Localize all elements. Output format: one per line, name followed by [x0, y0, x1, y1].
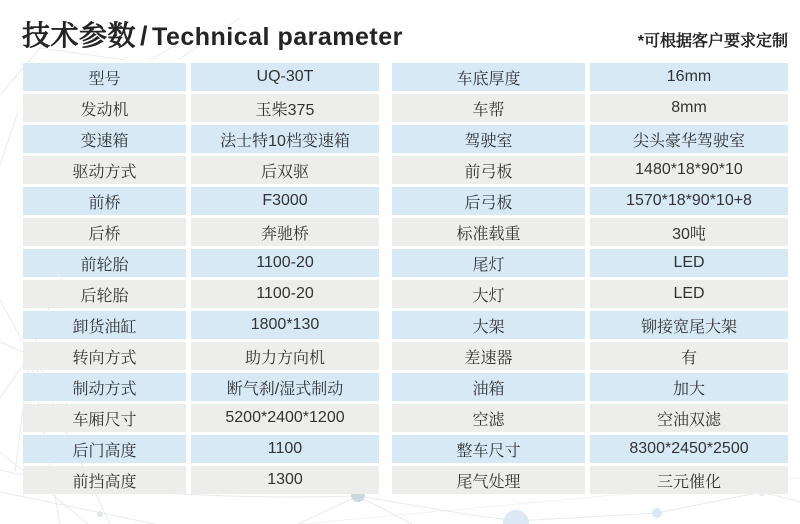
param-value: 三元催化 — [590, 466, 788, 494]
param-value: 玉柴375 — [191, 94, 379, 122]
param-value: 16mm — [590, 63, 788, 91]
table-row — [23, 280, 379, 308]
header — [22, 14, 788, 54]
param-value: 法士特10档变速箱 — [191, 125, 379, 153]
param-label: 大架 — [392, 311, 585, 339]
table-row — [392, 373, 788, 401]
param-label: 车底厚度 — [392, 63, 585, 91]
param-label: 差速器 — [392, 342, 585, 370]
param-label: 后门高度 — [23, 435, 186, 463]
param-value: 1480*18*90*10 — [590, 156, 788, 184]
param-label: 大灯 — [392, 280, 585, 308]
param-label: 转向方式 — [23, 342, 186, 370]
param-label: 前挡高度 — [23, 466, 186, 494]
param-label: 变速箱 — [23, 125, 186, 153]
param-value: 加大 — [590, 373, 788, 401]
title-separator: / — [140, 21, 149, 51]
param-label: 驱动方式 — [23, 156, 186, 184]
table-row — [23, 342, 379, 370]
param-label: 驾驶室 — [392, 125, 585, 153]
table-row — [392, 280, 788, 308]
page-title — [22, 14, 403, 54]
table-row — [23, 404, 379, 432]
table-row — [23, 435, 379, 463]
parameter-tables — [23, 63, 788, 494]
table-row — [23, 94, 379, 122]
param-label: 尾灯 — [392, 249, 585, 277]
table-row — [392, 404, 788, 432]
customization-note: *可根据客户要求定制 — [637, 33, 788, 50]
table-row — [23, 311, 379, 339]
param-label: 空滤 — [392, 404, 585, 432]
param-value: 1570*18*90*10+8 — [590, 187, 788, 215]
param-label: 前轮胎 — [23, 249, 186, 277]
spec-table-left — [23, 63, 379, 494]
table-row — [392, 249, 788, 277]
param-value: 空油双滤 — [590, 404, 788, 432]
param-value: 1300 — [191, 466, 379, 494]
table-row — [23, 218, 379, 246]
param-label: 尾气处理 — [392, 466, 585, 494]
table-row — [23, 125, 379, 153]
param-value: 后双驱 — [191, 156, 379, 184]
param-label: 整车尺寸 — [392, 435, 585, 463]
table-row — [392, 466, 788, 494]
param-label: 前桥 — [23, 187, 186, 215]
title-chinese: 技术参数 — [22, 20, 137, 51]
param-label: 前弓板 — [392, 156, 585, 184]
table-row — [392, 63, 788, 91]
param-value: 8300*2450*2500 — [590, 435, 788, 463]
table-row — [392, 311, 788, 339]
param-value: 30吨 — [590, 218, 788, 246]
param-value: 有 — [590, 342, 788, 370]
param-label: 制动方式 — [23, 373, 186, 401]
param-value: 尖头豪华驾驶室 — [590, 125, 788, 153]
table-row — [392, 187, 788, 215]
table-row — [23, 249, 379, 277]
param-label: 后弓板 — [392, 187, 585, 215]
param-value: 1100-20 — [191, 280, 379, 308]
param-value: UQ-30T — [191, 63, 379, 91]
table-row — [392, 125, 788, 153]
param-label: 车厢尺寸 — [23, 404, 186, 432]
param-value: 5200*2400*1200 — [191, 404, 379, 432]
param-label: 后轮胎 — [23, 280, 186, 308]
param-label: 油箱 — [392, 373, 585, 401]
param-value: 助力方向机 — [191, 342, 379, 370]
table-row — [392, 218, 788, 246]
param-value: 1800*130 — [191, 311, 379, 339]
table-row — [392, 156, 788, 184]
table-row — [392, 342, 788, 370]
param-value: LED — [590, 280, 788, 308]
title-english: Technical parameter — [152, 23, 403, 51]
param-label: 卸货油缸 — [23, 311, 186, 339]
param-value: 奔驰桥 — [191, 218, 379, 246]
table-row — [23, 63, 379, 91]
param-value: LED — [590, 249, 788, 277]
table-row — [23, 187, 379, 215]
param-label: 型号 — [23, 63, 186, 91]
table-row — [23, 373, 379, 401]
param-value: 铆接宽尾大架 — [590, 311, 788, 339]
param-value: 1100 — [191, 435, 379, 463]
param-value: 断气刹/湿式制动 — [191, 373, 379, 401]
table-row — [392, 435, 788, 463]
param-value: F3000 — [191, 187, 379, 215]
param-label: 后桥 — [23, 218, 186, 246]
table-row — [392, 94, 788, 122]
table-row — [23, 156, 379, 184]
param-label: 发动机 — [23, 94, 186, 122]
param-label: 车帮 — [392, 94, 585, 122]
spec-table-right — [392, 63, 788, 494]
param-value: 1100-20 — [191, 249, 379, 277]
table-row — [23, 466, 379, 494]
param-label: 标准载重 — [392, 218, 585, 246]
param-value: 8mm — [590, 94, 788, 122]
